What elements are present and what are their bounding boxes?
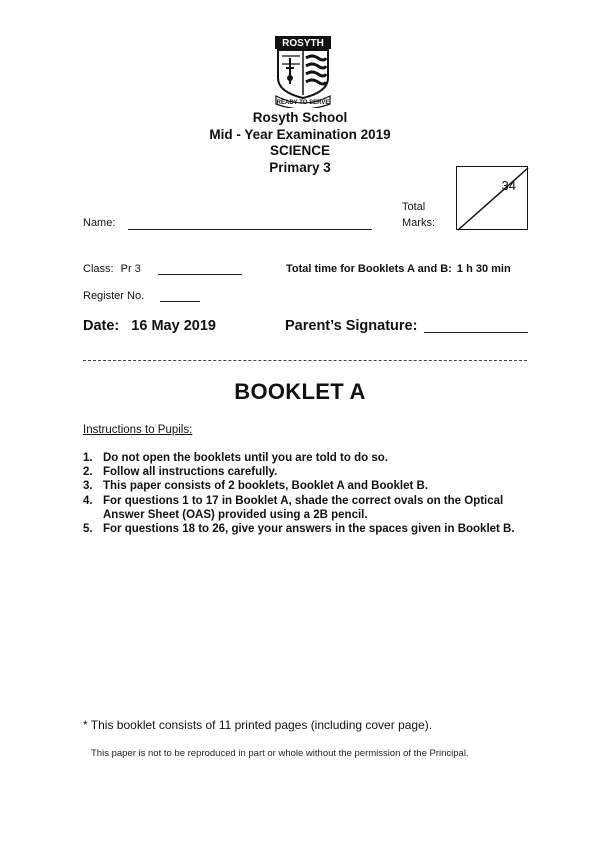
name-label: Name: [83,217,116,229]
instructions-list [83,451,523,536]
time-label: Total time for Booklets A and B: [286,263,452,275]
school-crest [272,34,334,108]
instruction-text: For questions 18 to 26, give your answers in the spaces given in Booklet B. [103,523,515,536]
exam-header [150,110,450,176]
instruction-number: 4. [83,494,93,507]
instruction-item [83,451,523,465]
register-label: Register No. [83,290,145,302]
instruction-item [83,479,523,493]
instruction-item [83,465,523,479]
class-row [83,263,141,275]
instructions-heading: Instructions to Pupils: [83,424,193,436]
instruction-text: Follow all instructions carefully. [103,466,278,479]
date-value: 16 May 2019 [131,318,216,334]
time-row [286,263,511,275]
instruction-text: This paper consists of 2 booklets, Booklet A and Booklet B. [103,480,429,493]
instruction-text: Do not open the booklets until you are told to do so. [103,452,388,464]
booklet-title: BOOKLET A [234,379,366,404]
instruction-item [83,494,523,522]
instruction-item [83,522,523,536]
total-marks-value: 34 [501,178,516,193]
school-name: Rosyth School [252,110,348,125]
crest-motto: READY TO SERVE [276,100,330,106]
register-field-line[interactable] [160,301,200,302]
total-label: Total [402,201,426,213]
subject-title: SCIENCE [269,143,330,158]
section-divider [83,360,527,361]
copyright-notice: This paper is not to be reproduced in part or whole without the permission of the Principal. [91,748,469,759]
class-field-line[interactable] [158,274,242,275]
total-marks-label [402,199,435,231]
instruction-text: For questions 1 to 17 in Booklet A, shade the correct ovals on the Optical Answer Sheet (OAS) provided using a 2B pencil. [103,494,504,521]
date-label: Date: [83,318,120,334]
name-field-line[interactable] [128,229,372,230]
marks-label: Marks: [402,217,435,229]
signature-field-line[interactable] [424,332,528,333]
marks-box [456,166,528,230]
signature-label: Parent’s Signature: [285,318,418,334]
date-row [83,318,216,334]
level-title: Primary 3 [269,159,331,175]
instruction-number: 2. [83,466,93,479]
instruction-number: 1. [83,452,93,464]
time-value: 1 h 30 min [456,263,511,275]
class-label: Class: [83,263,114,275]
class-value: Pr 3 [120,263,141,275]
exam-title: Mid - Year Examination 2019 [209,126,391,142]
crest-banner-text: ROSYTH [282,38,324,49]
instruction-number: 3. [83,480,93,493]
page-count-note: * This booklet consists of 11 printed pages (including cover page). [83,718,433,732]
instruction-number: 5. [83,523,93,536]
